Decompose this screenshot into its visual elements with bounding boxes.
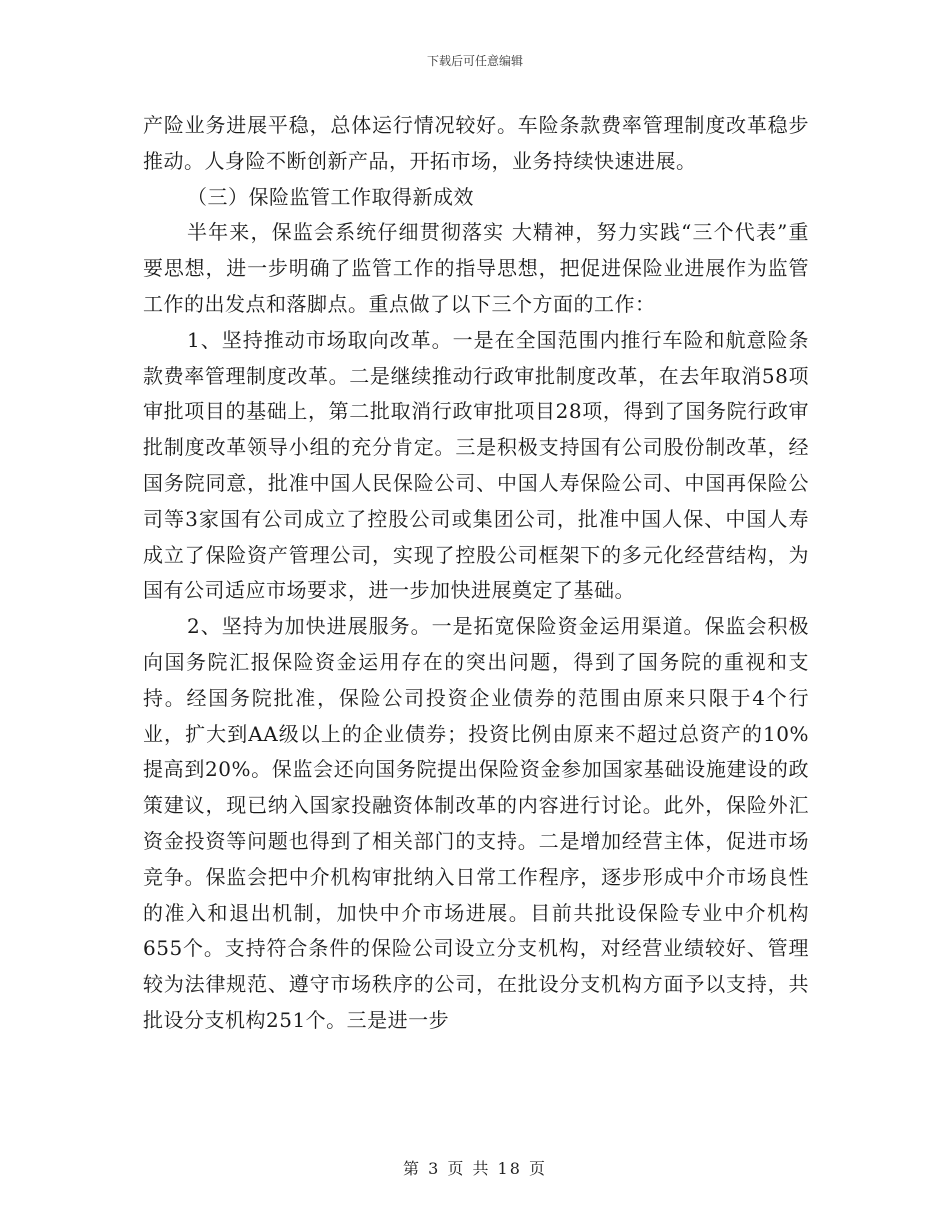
paragraph-1: 产险业务进展平稳，总体运行情况较好。车险条款费率管理制度改革稳步推动。人身险不断创新产品，开拓市场，业务持续快速进展。 xyxy=(143,113,809,173)
document-body xyxy=(143,108,809,1039)
page-header: 下载后可任意编辑 xyxy=(426,54,523,68)
section-heading-3: （三）保险监管工作取得新成效 xyxy=(187,184,474,209)
paragraph-2: 半年来，保监会系统仔细贯彻落实 大精神，努力实践“三个代表”重要思想，进一步明确了监管工作的指导思想，把促进保险业进展作为监管工作的出发点和落脚点。重点做了以下三个方面的工作： xyxy=(143,220,809,316)
paragraph-3: 1、坚持推动市场取向改革。一是在全国范围内推行车险和航意险条款费率管理制度改革。二是继续推动行政审批制度改革，在去年取消58项审批项目的基础上，第二批取消行政审批项目28项，得到了国务院行政审批制度改革领导小组的充分肯定。三是积极支持国有公司股份制改革，经国务院同意，批准中国人民保险公司、中国人寿保险公司、中国再保险公司等3家国有公司成立了控股公司或集团公司，批准中国人保、中国人寿成立了保险资产管理公司，实现了控股公司框架下的多元化经营结构，为国有公司适应市场要求，进一步加快进展奠定了基础。 xyxy=(143,327,809,603)
page-footer: 第 3 页 共 18 页 xyxy=(403,1159,547,1178)
paragraph-4: 2、坚持为加快进展服务。一是拓宽保险资金运用渠道。保监会积极向国务院汇报保险资金运用存在的突出问题，得到了国务院的重视和支持。经国务院批准，保险公司投资企业债券的范围由原来只限于4个行业，扩大到AA级以上的企业债券；投资比例由原来不超过总资产的10%提高到20%。保监会还向国务院提出保险资金参加国家基础设施建设的政策建议，现已纳入国家投融资体制改革的内容进行讨论。此外，保险外汇资金投资等问题也得到了相关部门的支持。二是增加经营主体，促进市场竞争。保监会把中介机构审批纳入日常工作程序，逐步形成中介市场良性的准入和退出机制，加快中介市场进展。目前共批设保险专业中介机构655个。支持符合条件的保险公司设立分支机构，对经营业绩较好、管理较为法律规范、遵守市场秩序的公司，在批设分支机构方面予以支持，共批设分支机构251个。三是进一步 xyxy=(143,614,809,1032)
